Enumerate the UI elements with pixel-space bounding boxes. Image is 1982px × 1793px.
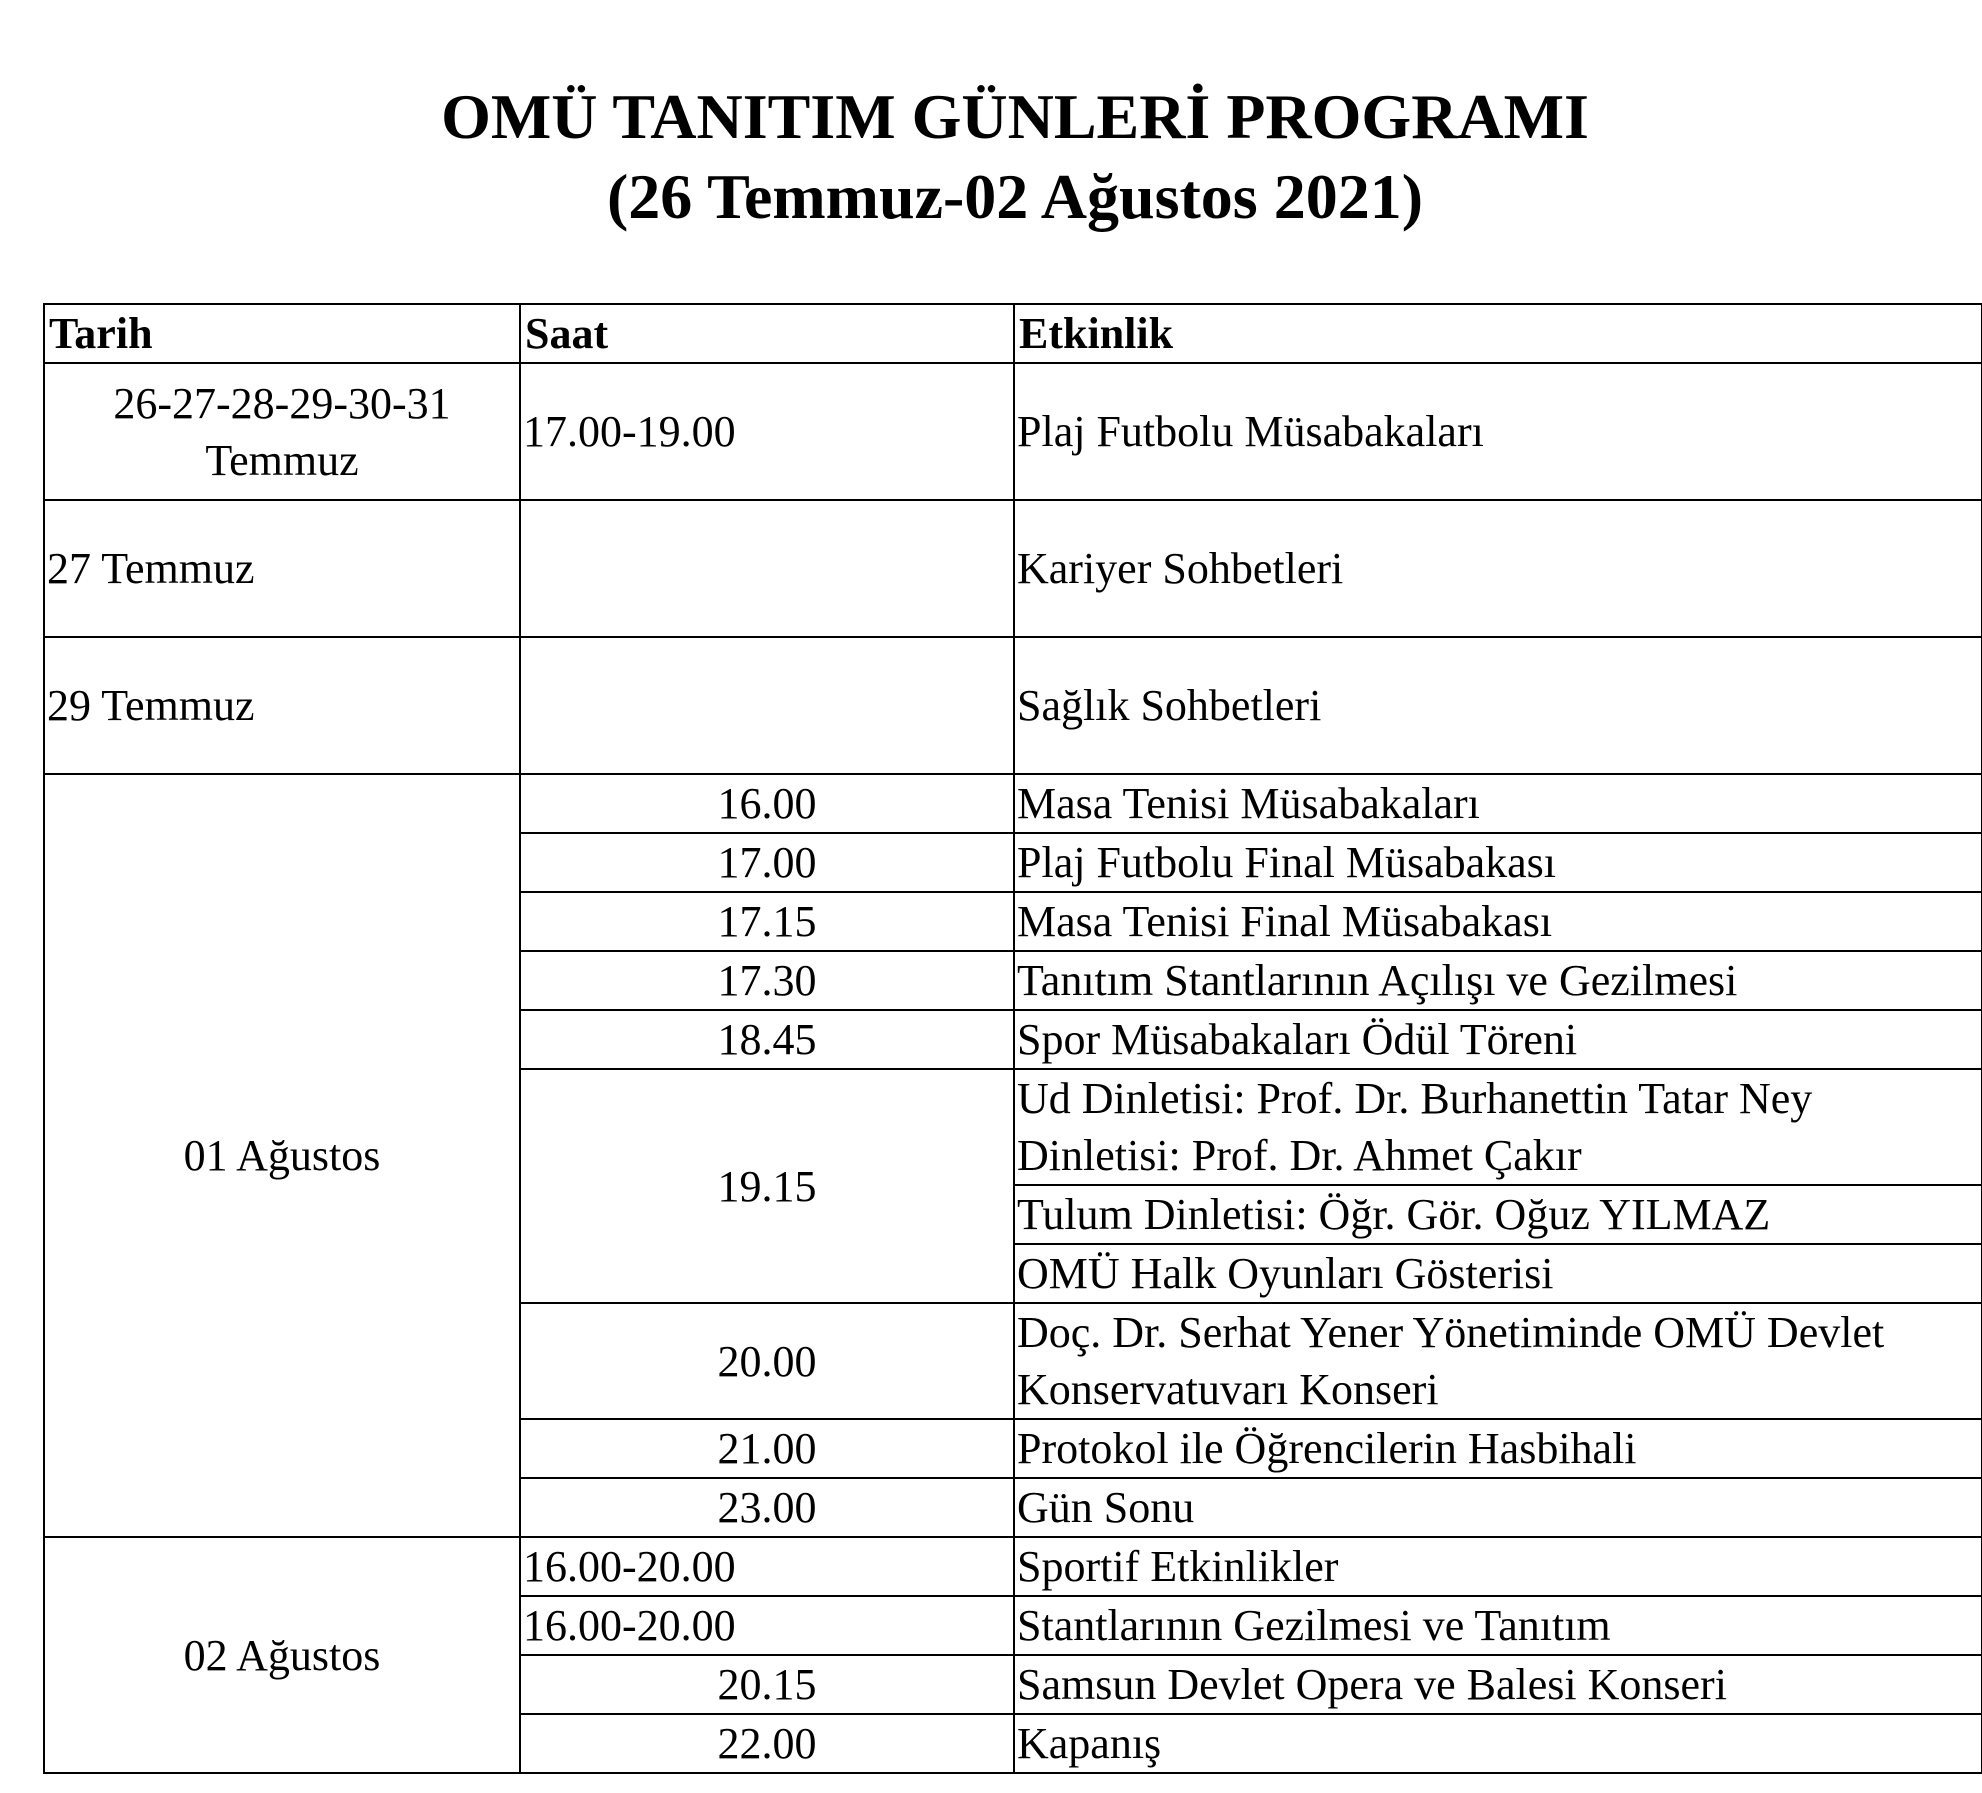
date-cell — [44, 363, 520, 500]
time-cell: 19.15 — [520, 1069, 1014, 1303]
event-cell: Samsun Devlet Opera ve Balesi Konseri — [1014, 1655, 1982, 1714]
header-event: Etkinlik — [1014, 304, 1982, 363]
event-cell: Masa Tenisi Final Müsabakası — [1014, 892, 1982, 951]
event-cell: OMÜ Halk Oyunları Gösterisi — [1014, 1244, 1982, 1303]
time-cell: 16.00 — [520, 774, 1014, 833]
event-cell: Gün Sonu — [1014, 1478, 1982, 1537]
event-cell: Masa Tenisi Müsabakaları — [1014, 774, 1982, 833]
table-row — [44, 637, 1982, 774]
table-header-row — [44, 304, 1982, 363]
time-cell: 20.15 — [520, 1655, 1014, 1714]
time-cell — [520, 637, 1014, 774]
page-subtitle: (26 Temmuz-02 Ağustos 2021) — [606, 161, 1424, 232]
event-cell: Plaj Futbolu Final Müsabakası — [1014, 833, 1982, 892]
time-cell: 16.00-20.00 — [520, 1537, 1014, 1596]
event-cell: Sağlık Sohbetleri — [1014, 637, 1982, 774]
time-cell: 22.00 — [520, 1714, 1014, 1773]
page-title: OMÜ TANITIM GÜNLERİ PROGRAMI — [441, 81, 1589, 152]
event-cell: Doç. Dr. Serhat Yener Yönetiminde OMÜ Devlet Konservatuvarı Konseri — [1014, 1303, 1982, 1419]
date-line: Temmuz — [205, 435, 359, 485]
event-cell: Plaj Futbolu Müsabakaları — [1014, 363, 1982, 500]
header-date: Tarih — [44, 304, 520, 363]
event-cell: Protokol ile Öğrencilerin Hasbihali — [1014, 1419, 1982, 1478]
event-cell: Kapanış — [1014, 1714, 1982, 1773]
time-cell — [520, 500, 1014, 637]
date-cell: 27 Temmuz — [44, 500, 520, 637]
time-cell: 17.15 — [520, 892, 1014, 951]
time-cell: 18.45 — [520, 1010, 1014, 1069]
event-cell: Tulum Dinletisi: Öğr. Gör. Oğuz YILMAZ — [1014, 1185, 1982, 1244]
event-cell: Spor Müsabakaları Ödül Töreni — [1014, 1010, 1982, 1069]
program-table — [43, 303, 1982, 1774]
header-time: Saat — [520, 304, 1014, 363]
time-cell: 16.00-20.00 — [520, 1596, 1014, 1655]
table-row — [44, 1537, 1982, 1596]
event-cell: Sportif Etkinlikler — [1014, 1537, 1982, 1596]
table-row — [44, 774, 1982, 833]
table-row — [44, 363, 1982, 500]
date-cell: 29 Temmuz — [44, 637, 520, 774]
date-cell: 01 Ağustos — [44, 774, 520, 1537]
event-cell: Kariyer Sohbetleri — [1014, 500, 1982, 637]
time-cell: 23.00 — [520, 1478, 1014, 1537]
time-cell: 17.30 — [520, 951, 1014, 1010]
event-cell: Ud Dinletisi: Prof. Dr. Burhanettin Tatar Ney Dinletisi: Prof. Dr. Ahmet Çakır — [1014, 1069, 1982, 1185]
time-cell: 17.00 — [520, 833, 1014, 892]
table-row — [44, 500, 1982, 637]
time-cell: 20.00 — [520, 1303, 1014, 1419]
time-cell: 17.00-19.00 — [520, 363, 1014, 500]
event-cell: Stantlarının Gezilmesi ve Tanıtım — [1014, 1596, 1982, 1655]
date-cell: 02 Ağustos — [44, 1537, 520, 1773]
event-cell: Tanıtım Stantlarının Açılışı ve Gezilmesi — [1014, 951, 1982, 1010]
date-line: 26-27-28-29-30-31 — [113, 378, 451, 428]
time-cell: 21.00 — [520, 1419, 1014, 1478]
